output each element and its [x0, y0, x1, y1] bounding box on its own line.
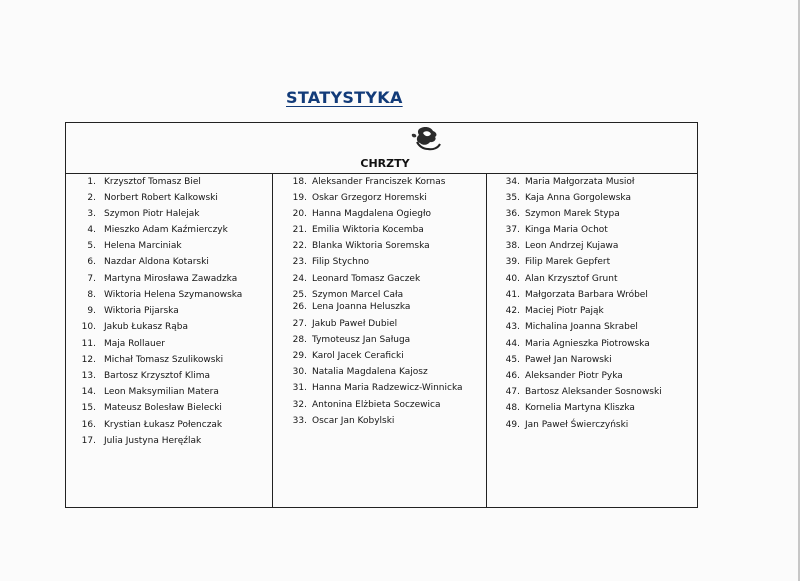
baptism-statistics-table [65, 122, 698, 508]
list-item: 41. Małgorzata Barbara Wróbel [505, 290, 648, 300]
list-item: 1. Krzysztof Tomasz Biel [87, 177, 201, 187]
list-item: 27. Jakub Paweł Dubiel [292, 319, 398, 329]
list-item: 6. Nazdar Aldona Kotarski [87, 257, 209, 267]
list-item: 40. Alan Krzysztof Grunt [505, 274, 618, 284]
list-item: 45. Paweł Jan Narowski [505, 355, 612, 365]
list-item: 35. Kaja Anna Gorgolewska [505, 193, 631, 203]
list-item: 22. Blanka Wiktoria Soremska [292, 241, 430, 251]
list-item: 7. Martyna Mirosława Zawadzka [87, 274, 238, 284]
list-item: 2. Norbert Robert Kalkowski [87, 193, 218, 203]
list-item: 30. Natalia Magdalena Kajosz [292, 367, 428, 377]
list-item: 24. Leonard Tomasz Gaczek [292, 274, 421, 284]
list-item: 9. Wiktoria Pijarska [87, 306, 179, 316]
list-item: 48. Kornelia Martyna Kliszka [505, 403, 635, 413]
list-item: 14. Leon Maksymilian Matera [81, 387, 219, 397]
list-item: 34. Maria Małgorzata Musioł [505, 177, 635, 187]
list-item: 3. Szymon Piotr Halejak [87, 209, 200, 219]
list-item: 33. Oscar Jan Kobylski [292, 416, 395, 426]
list-item: 17. Julia Justyna Heręźlak [81, 436, 202, 446]
list-item: 19. Oskar Grzegorz Horemski [292, 193, 427, 203]
list-item: 32. Antonina Elżbieta Soczewica [292, 400, 441, 410]
list-item: 8. Wiktoria Helena Szymanowska [87, 290, 243, 300]
list-item: 47. Bartosz Aleksander Sosnowski [505, 387, 662, 397]
list-item: 18. Aleksander Franciszek Kornas [292, 177, 446, 187]
baptism-illustration-icon [409, 125, 443, 155]
list-item: 25. Szymon Marcel Cała [292, 290, 404, 300]
list-item: 23. Filip Stychno [292, 257, 370, 267]
column-divider-1 [272, 173, 273, 507]
column-divider-2 [486, 173, 487, 507]
list-item: 21. Emilia Wiktoria Kocemba [292, 225, 424, 235]
list-item: 15. Mateusz Bolesław Bielecki [81, 403, 222, 413]
page-title: STATYSTYKA [286, 88, 403, 107]
list-item: 43. Michalina Joanna Skrabel [505, 322, 638, 332]
list-item: 20. Hanna Magdalena Ogiegło [292, 209, 432, 219]
list-item: 49. Jan Paweł Świerczyński [505, 420, 629, 430]
list-item: 4. Mieszko Adam Kaźmierczyk [87, 225, 228, 235]
section-title: CHRZTY [360, 157, 410, 170]
list-item: 46. Aleksander Piotr Pyka [505, 371, 623, 381]
list-item: 28. Tymoteusz Jan Saługa [292, 335, 411, 345]
list-item: 13. Bartosz Krzysztof Klima [81, 371, 211, 381]
list-item: 10. Jakub Łukasz Rąba [81, 322, 188, 332]
list-item: 11. Maja Rollauer [81, 339, 165, 349]
list-item: 12. Michał Tomasz Szulikowski [81, 355, 224, 365]
list-item: 42. Maciej Piotr Pająk [505, 306, 604, 316]
list-item: 31. Hanna Maria Radzewicz-Winnicka [292, 383, 463, 393]
header-divider [66, 173, 697, 174]
list-item: 29. Karol Jacek Ceraficki [292, 351, 404, 361]
list-item: 16. Krystian Łukasz Połenczak [81, 420, 223, 430]
list-item: 39. Filip Marek Gepfert [505, 257, 611, 267]
list-item: 44. Maria Agnieszka Piotrowska [505, 339, 650, 349]
list-item: 26. Lena Joanna Heluszka [292, 302, 411, 312]
list-item: 38. Leon Andrzej Kujawa [505, 241, 619, 251]
list-item: 37. Kinga Maria Ochot [505, 225, 608, 235]
list-item: 5. Helena Marciniak [87, 241, 182, 251]
list-item: 36. Szymon Marek Stypa [505, 209, 620, 219]
